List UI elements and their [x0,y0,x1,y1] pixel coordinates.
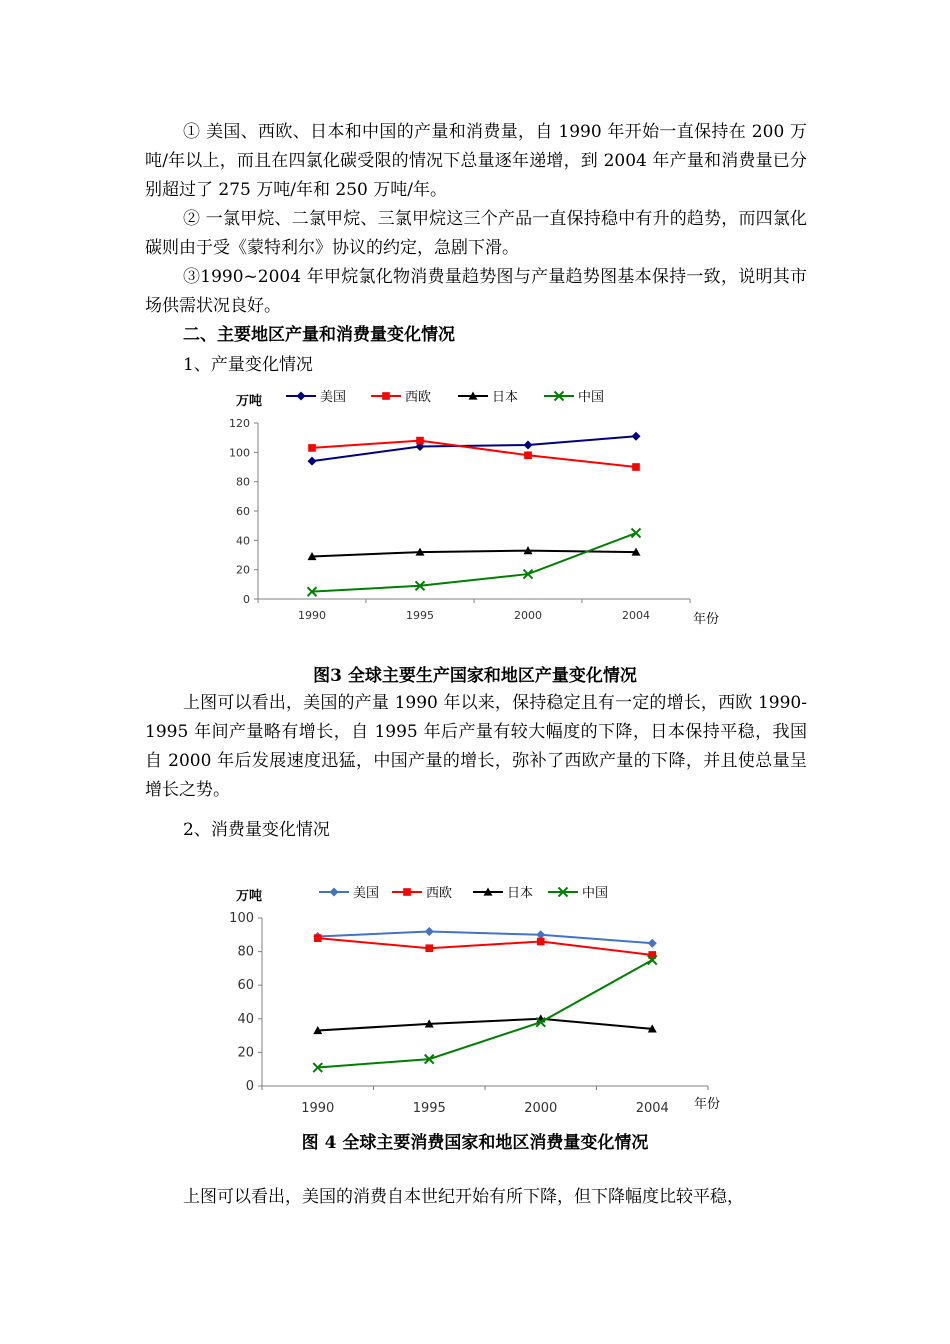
y-tick-label: 100 [229,446,250,460]
paragraph-summary-3: ③1990~2004 年甲烷氯化物消费量趋势图与产量趋势图基本保持一致，说明其市场供需状况良好。 [145,267,807,316]
data-point [632,463,640,471]
legend-label: 中国 [578,390,605,405]
data-point [425,944,433,952]
x-tick-label: 1995 [406,609,434,622]
legend-label: 中国 [582,886,609,901]
figure-4-caption: 图 4 全球主要消费国家和地区消费量变化情况 [301,1133,649,1153]
x-axis-title: 年份 [694,1097,721,1112]
legend-marker [330,888,339,897]
paragraph-consumption-analysis: 上图可以看出，美国的消费自本世纪开始有所下降，但下降幅度比较平稳， [183,1187,744,1207]
y-axis-title: 万吨 [236,394,263,409]
data-point [416,437,424,445]
legend-marker [403,888,411,896]
x-axis-title: 年份 [693,612,720,627]
x-tick-label: 2004 [622,609,650,622]
y-tick-label: 0 [245,1079,254,1094]
data-point [537,938,545,946]
data-point [425,927,434,936]
data-point [308,457,317,466]
legend-label: 美国 [320,390,347,405]
legend-label: 日本 [492,390,519,405]
legend-label: 西欧 [426,886,453,901]
consumption-chart [220,880,740,1120]
paragraph-summary-1: ① 美国、西欧、日本和中国的产量和消费量，自 1990 年开始一直保持在 200 万吨/年以上，而且在四氯化碳受限的情况下总量逐年递增，到 2004 年产量和消费量已分别超过了 275 万吨/年和 250 万吨/年。 [145,122,807,200]
production-chart [220,383,740,633]
series-line-0 [318,931,653,943]
x-tick-label: 2000 [514,609,542,622]
y-tick-label: 120 [229,417,250,430]
paragraph-production-analysis: 上图可以看出，美国的产量 1990 年以来，保持稳定且有一定的增长，西欧 1990-1995 年间产量略有增长，自 1995 年后产量有较大幅度的下降，日本保持平稳，我国自 2000 年后发展速度迅猛，中国产量的增长，弥补了西欧产量的下降，并且使总量呈增长之势。 [145,693,807,800]
x-tick-label: 1995 [412,1101,446,1116]
y-tick-label: 40 [236,534,250,548]
y-tick-label: 20 [236,563,250,577]
series-line-2 [318,1019,653,1031]
legend-label: 西欧 [405,390,432,405]
y-tick-label: 40 [237,1011,254,1027]
series-line-3 [318,960,653,1068]
legend-marker [297,392,306,401]
data-point [314,934,322,942]
data-point [648,939,657,948]
y-tick-label: 60 [237,978,254,994]
x-tick-label: 2004 [635,1101,669,1116]
subheading-consumption: 2、消费量变化情况 [183,820,330,840]
series-line-3 [312,533,636,592]
y-tick-label: 80 [236,475,250,489]
y-tick-label: 0 [243,593,250,606]
legend-label: 美国 [353,886,380,901]
data-point [308,444,316,452]
x-tick-label: 1990 [298,609,326,622]
section-heading: 二、主要地区产量和消费量变化情况 [183,325,455,345]
subheading-production: 1、产量变化情况 [183,355,313,375]
data-point [524,441,533,450]
y-tick-label: 100 [229,911,254,926]
data-point [632,432,641,441]
data-point [632,529,641,538]
y-tick-label: 80 [237,944,254,960]
legend-marker [382,392,390,400]
data-point [524,451,532,459]
y-axis-title: 万吨 [236,889,263,904]
figure-3-caption: 图3 全球主要生产国家和地区产量变化情况 [313,666,637,686]
y-tick-label: 60 [236,505,250,518]
series-line-1 [318,938,653,955]
legend-label: 日本 [507,886,534,901]
x-tick-label: 1990 [301,1101,335,1116]
paragraph-summary-2: ② 一氯甲烷、二氯甲烷、三氯甲烷这三个产品一直保持稳中有升的趋势，而四氯化碳则由于受《蒙特利尔》协议的约定，急剧下滑。 [145,209,807,258]
x-tick-label: 2000 [524,1101,558,1116]
y-tick-label: 20 [237,1045,254,1061]
